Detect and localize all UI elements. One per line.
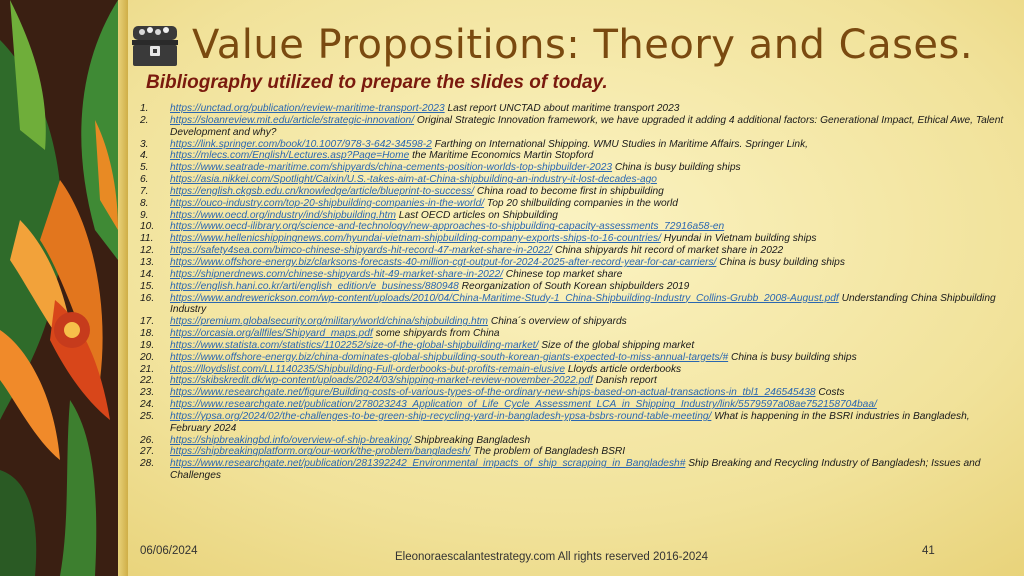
reference-link[interactable]: https://premium.globalsecurity.org/military/world/china/shipbuilding.htm xyxy=(170,316,489,328)
slide-footer: Eleonoraescalantestrategy.com All rights reserved 2016-2024 xyxy=(395,551,709,563)
reference-link[interactable]: https://unctad.org/publication/review-maritime-transport-2023 xyxy=(170,103,445,114)
reference-item xyxy=(140,411,1006,435)
reference-description: the Maritime Economics Martin Stopford xyxy=(409,150,594,162)
reference-item xyxy=(140,174,1006,186)
reference-number: 27. xyxy=(140,446,155,458)
reference-description: Reorganization of South Korean shipbuilders 2019 xyxy=(458,280,690,292)
slide-date: 06/06/2024 xyxy=(140,545,198,557)
reference-item xyxy=(140,162,1006,174)
reference-item xyxy=(140,352,1006,364)
reference-description: China road to become first in shipbuilding xyxy=(474,185,664,197)
reference-item xyxy=(140,139,1006,151)
reference-link[interactable]: https://www.researchgate.net/figure/Building-costs-of-various-types-of-the-ordinary-new-ships-based-on-actual-transactions-in_tbl1_246545438 xyxy=(170,387,816,399)
art-divider xyxy=(118,0,128,576)
reference-link[interactable]: https://english.hani.co.kr/arti/english_edition/e_business/880948 xyxy=(170,280,459,292)
reference-item xyxy=(140,375,1006,387)
reference-number: 8. xyxy=(140,197,149,209)
reference-item xyxy=(140,328,1006,340)
reference-number: 10. xyxy=(140,221,155,233)
reference-number: 26. xyxy=(140,434,155,446)
reference-description: Last OECD articles on Shipbuilding xyxy=(395,209,558,221)
reference-link[interactable]: https://skibskredit.dk/wp-content/uploads/2024/03/shipping-market-review-november-2022.pdf xyxy=(170,375,593,387)
reference-number: 20. xyxy=(140,351,155,363)
reference-link[interactable]: https://lloydslist.com/LL1140235/Shipbuilding-Full-orderbooks-but-profits-remain-elusive xyxy=(170,363,566,375)
reference-number: 13. xyxy=(140,256,155,268)
reference-number: 7. xyxy=(140,185,149,197)
reference-item xyxy=(140,221,1006,233)
reference-description: Chinese top market share xyxy=(502,268,623,280)
reference-description: China is busy building ships xyxy=(716,256,845,268)
reference-description: Lloyds article orderbooks xyxy=(565,363,682,375)
reference-item xyxy=(140,316,1006,328)
reference-item xyxy=(140,435,1006,447)
reference-link[interactable]: https://ouco-industry.com/top-20-shipbuilding-companies-in-the-world/ xyxy=(170,197,485,209)
reference-item xyxy=(140,245,1006,257)
page-number: 41 xyxy=(922,545,935,557)
reference-item xyxy=(140,340,1006,352)
title-row xyxy=(130,22,973,68)
reference-item xyxy=(140,210,1006,222)
reference-link[interactable]: https://www.oecd.org/industry/ind/shipbuilding.htm xyxy=(170,209,396,221)
reference-link[interactable]: https://www.hellenicshippingnews.com/hyundai-vietnam-shipbuilding-company-exports-ships-to-16-countries/ xyxy=(170,233,661,245)
reference-description: Hyundai in Vietnam building ships xyxy=(660,233,817,245)
reference-number: 22. xyxy=(140,375,155,387)
reference-item xyxy=(140,150,1006,162)
reference-description: Shipbreaking Bangladesh xyxy=(411,434,531,446)
reference-number: 1. xyxy=(140,103,149,114)
reference-number: 4. xyxy=(140,150,149,162)
reference-number: 25. xyxy=(140,410,155,422)
reference-link[interactable]: https://www.statista.com/statistics/1102252/size-of-the-global-shipbuilding-market/ xyxy=(170,339,539,351)
reference-item xyxy=(140,399,1006,411)
reference-link[interactable]: https://www.offshore-energy.biz/china-dominates-global-shipbuilding-south-korean-giants-expected-to-miss-annual-targets/# xyxy=(170,351,729,363)
reference-number: 17. xyxy=(140,316,155,328)
reference-description: Original Strategic Innovation framework, we have upgraded it adding 4 additional factors: Generational Impact, Ethical Awe, Talent Development and why? xyxy=(170,114,1004,138)
treasure-chest-icon xyxy=(130,22,180,68)
reference-description: Top 20 shilbuilding companies in the world xyxy=(484,197,678,209)
reference-number: 3. xyxy=(140,138,149,150)
reference-description: China is busy building ships xyxy=(728,351,857,363)
reference-description: The problem of Bangladesh BSRI xyxy=(470,446,626,458)
reference-number: 19. xyxy=(140,339,155,351)
reference-link[interactable]: https://www.researchgate.net/publication/278023243_Application_of_Life_Cycle_Assessment_LCA_in_Shipping_Industry/link/5579597a08ae752158704baa/ xyxy=(170,399,877,411)
reference-link[interactable]: https://asia.nikkei.com/Spotlight/Caixin/U.S.-takes-aim-at-China-shipbuilding-an-industry-it-lost-decades-ago xyxy=(170,174,657,186)
reference-number: 21. xyxy=(140,363,155,375)
reference-item xyxy=(140,281,1006,293)
reference-number: 6. xyxy=(140,174,149,186)
reference-link[interactable]: https://www.offshore-energy.biz/clarksons-forecasts-40-million-cgt-output-for-2024-2025-after-record-year-for-car-carriers/ xyxy=(170,256,717,268)
reference-item xyxy=(140,387,1006,399)
reference-item xyxy=(140,293,1006,317)
reference-number: 24. xyxy=(140,399,155,411)
reference-number: 28. xyxy=(140,458,155,470)
reference-description: Costs xyxy=(815,387,845,399)
reference-description: Size of the global shipping market xyxy=(538,339,695,351)
reference-number: 11. xyxy=(140,233,154,245)
reference-item xyxy=(140,103,1006,115)
reference-item xyxy=(140,186,1006,198)
reference-item xyxy=(140,233,1006,245)
reference-link[interactable]: https://www.oecd-ilibrary.org/science-and-technology/new-approaches-to-shipbuilding-capacity-assessments_72916a58-en xyxy=(170,221,725,233)
reference-link[interactable]: https://mlecs.com/English/Lectures.asp?Page=Home xyxy=(170,150,410,162)
reference-number: 14. xyxy=(140,268,155,280)
reference-item xyxy=(140,458,1006,482)
reference-description: China shipyards hit record of market share in 2022 xyxy=(552,245,784,257)
reference-item xyxy=(140,257,1006,269)
reference-number: 9. xyxy=(140,209,149,221)
reference-item xyxy=(140,446,1006,458)
reference-description: some shipyards from China xyxy=(372,328,500,340)
reference-link[interactable]: https://shipnerdnews.com/chinese-shipyards-hit-49-market-share-in-2022/ xyxy=(170,268,503,280)
reference-description: Farthing on International Shipping. WMU Studies in Maritime Affairs. Springer Link, xyxy=(431,138,809,150)
reference-description: Danish report xyxy=(592,375,657,387)
reference-item xyxy=(140,269,1006,281)
reference-description: What is happening in the BSRI industries in Bangladesh, February 2024 xyxy=(170,410,970,434)
reference-number: 16. xyxy=(140,292,155,304)
slide-subtitle: Bibliography utilized to prepare the slides of today. xyxy=(146,72,608,93)
bibliography-list xyxy=(140,103,1006,482)
reference-number: 5. xyxy=(140,162,149,174)
reference-link[interactable]: https://ypsa.org/2024/02/the-challenges-to-be-green-ship-recycling-yard-in-bangladesh-ypsa-bsbrs-round-table-meeting/ xyxy=(170,410,712,422)
reference-number: 18. xyxy=(140,328,155,340)
side-flower-painting xyxy=(0,0,118,576)
reference-link[interactable]: https://www.andrewerickson.com/wp-content/uploads/2010/04/China-Maritime-Study-1_China-Shipbuilding-Industry_Collins-Grubb_2008-August.pdf xyxy=(170,292,839,304)
reference-number: 23. xyxy=(140,387,155,399)
reference-description: Last report UNCTAD about maritime transport 2023 xyxy=(444,103,680,114)
reference-description: Understanding China Shipbuilding Industry xyxy=(170,292,996,316)
reference-link[interactable]: https://shipbreakingbd.info/overview-of-ship-breaking/ xyxy=(170,434,412,446)
reference-link[interactable]: https://orcasia.org/allfiles/Shipyard_maps.pdf xyxy=(170,328,373,340)
slide-title: Value Propositions: Theory and Cases. xyxy=(192,22,974,68)
reference-link[interactable]: https://english.ckgsb.edu.cn/knowledge/article/blueprint-to-success/ xyxy=(170,185,475,197)
reference-description: China´s overview of shipyards xyxy=(488,316,627,328)
reference-description: China is busy building ships xyxy=(612,162,741,174)
reference-link[interactable]: https://safety4sea.com/bimco-chinese-shipyards-hit-record-47-market-share-in-2022/ xyxy=(170,245,553,257)
reference-item xyxy=(140,198,1006,210)
reference-link[interactable]: https://link.springer.com/book/10.1007/978-3-642-34598-2 xyxy=(170,138,432,150)
reference-item xyxy=(140,364,1006,376)
reference-description: Ship Breaking and Recycling Industry of Bangladesh; Issues and Challenges xyxy=(170,458,981,482)
reference-number: 15. xyxy=(140,280,155,292)
reference-link[interactable]: https://sloanreview.mit.edu/article/strategic-innovation/ xyxy=(170,114,415,126)
reference-link[interactable]: https://www.researchgate.net/publication/281392242_Environmental_impacts_of_ship_scrapping_in_Bangladesh# xyxy=(170,458,686,470)
reference-number: 2. xyxy=(140,114,149,126)
reference-link[interactable]: https://shipbreakingplatform.org/our-work/the-problem/bangladesh/ xyxy=(170,446,471,458)
reference-item xyxy=(140,115,1006,139)
reference-link[interactable]: https://www.seatrade-maritime.com/shipyards/china-cements-position-worlds-top-shipbuilder-2023 xyxy=(170,162,613,174)
reference-number: 12. xyxy=(140,245,155,257)
